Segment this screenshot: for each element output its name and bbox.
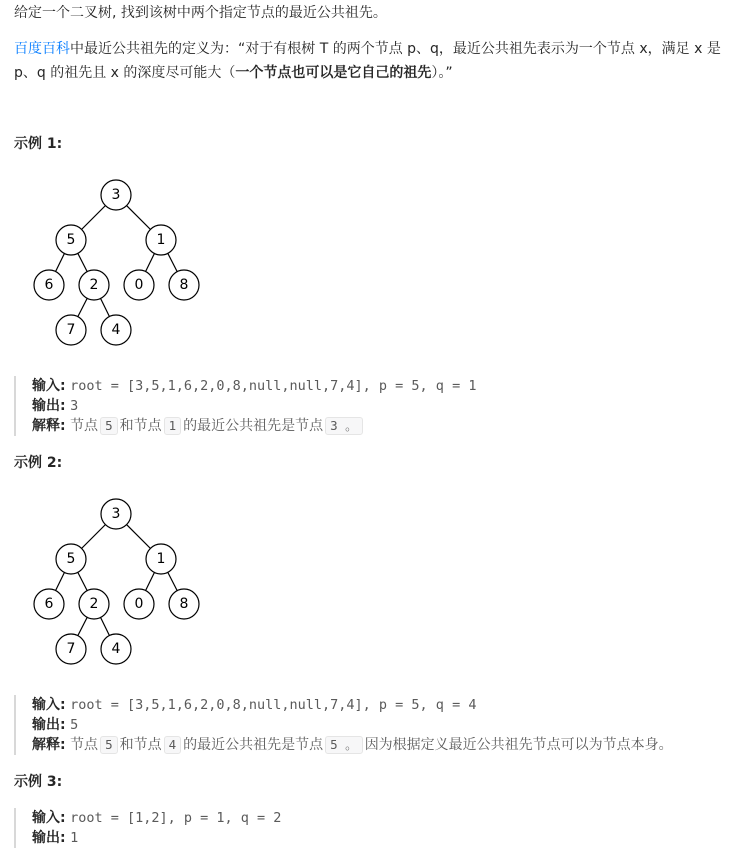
definition-bold: 一个节点也可以是它自己的祖先	[235, 65, 432, 81]
input-label: 输入:	[32, 697, 66, 713]
explain-label: 解释:	[32, 418, 66, 434]
inline-code: 1	[164, 417, 182, 435]
explain-text: 和节点	[119, 418, 162, 434]
output-label: 输出:	[32, 830, 66, 846]
output-label: 输出:	[32, 717, 66, 733]
inline-code: 5	[100, 736, 118, 754]
input-label: 输入:	[32, 378, 66, 394]
definition-line-1	[14, 38, 721, 60]
node-label: 1	[156, 551, 166, 567]
explain-text: 因为根据定义最近公共祖先节点可以为节点本身。	[364, 737, 673, 753]
node-label: 4	[111, 322, 121, 338]
binary-tree-diagram	[30, 175, 210, 347]
explain-text: 和节点	[119, 737, 162, 753]
node-label: 5	[66, 551, 76, 567]
input-value: root = [3,5,1,6,2,0,8,null,null,7,4], p = 5, q = 1	[70, 378, 477, 394]
output-value: 3	[70, 398, 79, 414]
example-2-block	[14, 695, 673, 755]
explain-label: 解释:	[32, 737, 66, 753]
node-label: 5	[66, 232, 76, 248]
node-label: 4	[111, 641, 121, 657]
output-value: 5	[70, 717, 79, 733]
explain-text: 节点	[70, 418, 99, 434]
node-label: 2	[89, 596, 99, 612]
explain-text: 的最近公共祖先是节点	[183, 737, 324, 753]
node-label: 0	[134, 596, 144, 612]
binary-tree-diagram	[30, 494, 210, 666]
example-2-title: 示例 2:	[14, 455, 63, 471]
inline-code: 5	[100, 417, 118, 435]
baike-link[interactable]: 百度百科	[14, 41, 70, 57]
node-label: 7	[66, 641, 76, 657]
node-label: 3	[111, 187, 121, 203]
definition-text: 中最近公共祖先的定义为：“对于有根树 T 的两个节点 p、q，最近公共祖先表示为一个节点 x，满足 x 是	[70, 41, 721, 57]
inline-code: 4	[164, 736, 182, 754]
output-label: 输出:	[32, 398, 66, 414]
node-label: 6	[44, 277, 54, 293]
example-1-title: 示例 1:	[14, 136, 63, 152]
output-value: 1	[70, 830, 79, 846]
node-label: 2	[89, 277, 99, 293]
example-2-tree	[30, 494, 210, 670]
input-value: root = [1,2], p = 1, q = 2	[70, 810, 282, 826]
example-3-title: 示例 3:	[14, 774, 63, 790]
node-label: 8	[179, 277, 189, 293]
problem-statement: 给定一个二叉树, 找到该树中两个指定节点的最近公共祖先。	[14, 5, 387, 21]
node-label: 8	[179, 596, 189, 612]
node-label: 1	[156, 232, 166, 248]
definition-text-b: ）。”	[431, 65, 453, 81]
input-value: root = [3,5,1,6,2,0,8,null,null,7,4], p = 5, q = 4	[70, 697, 477, 713]
input-label: 输入:	[32, 810, 66, 826]
example-3-block	[14, 808, 281, 848]
node-label: 0	[134, 277, 144, 293]
inline-code: 3 。	[325, 417, 363, 435]
example-1-tree	[30, 175, 210, 351]
explain-text: 的最近公共祖先是节点	[183, 418, 324, 434]
explain-text: 节点	[70, 737, 99, 753]
example-1-block	[14, 376, 476, 436]
node-label: 6	[44, 596, 54, 612]
node-label: 7	[66, 322, 76, 338]
definition-text-a: p、q 的祖先且 x 的深度尽可能大（	[14, 65, 236, 81]
definition-line-2	[14, 62, 453, 84]
inline-code: 5 。	[325, 736, 363, 754]
node-label: 3	[111, 506, 121, 522]
